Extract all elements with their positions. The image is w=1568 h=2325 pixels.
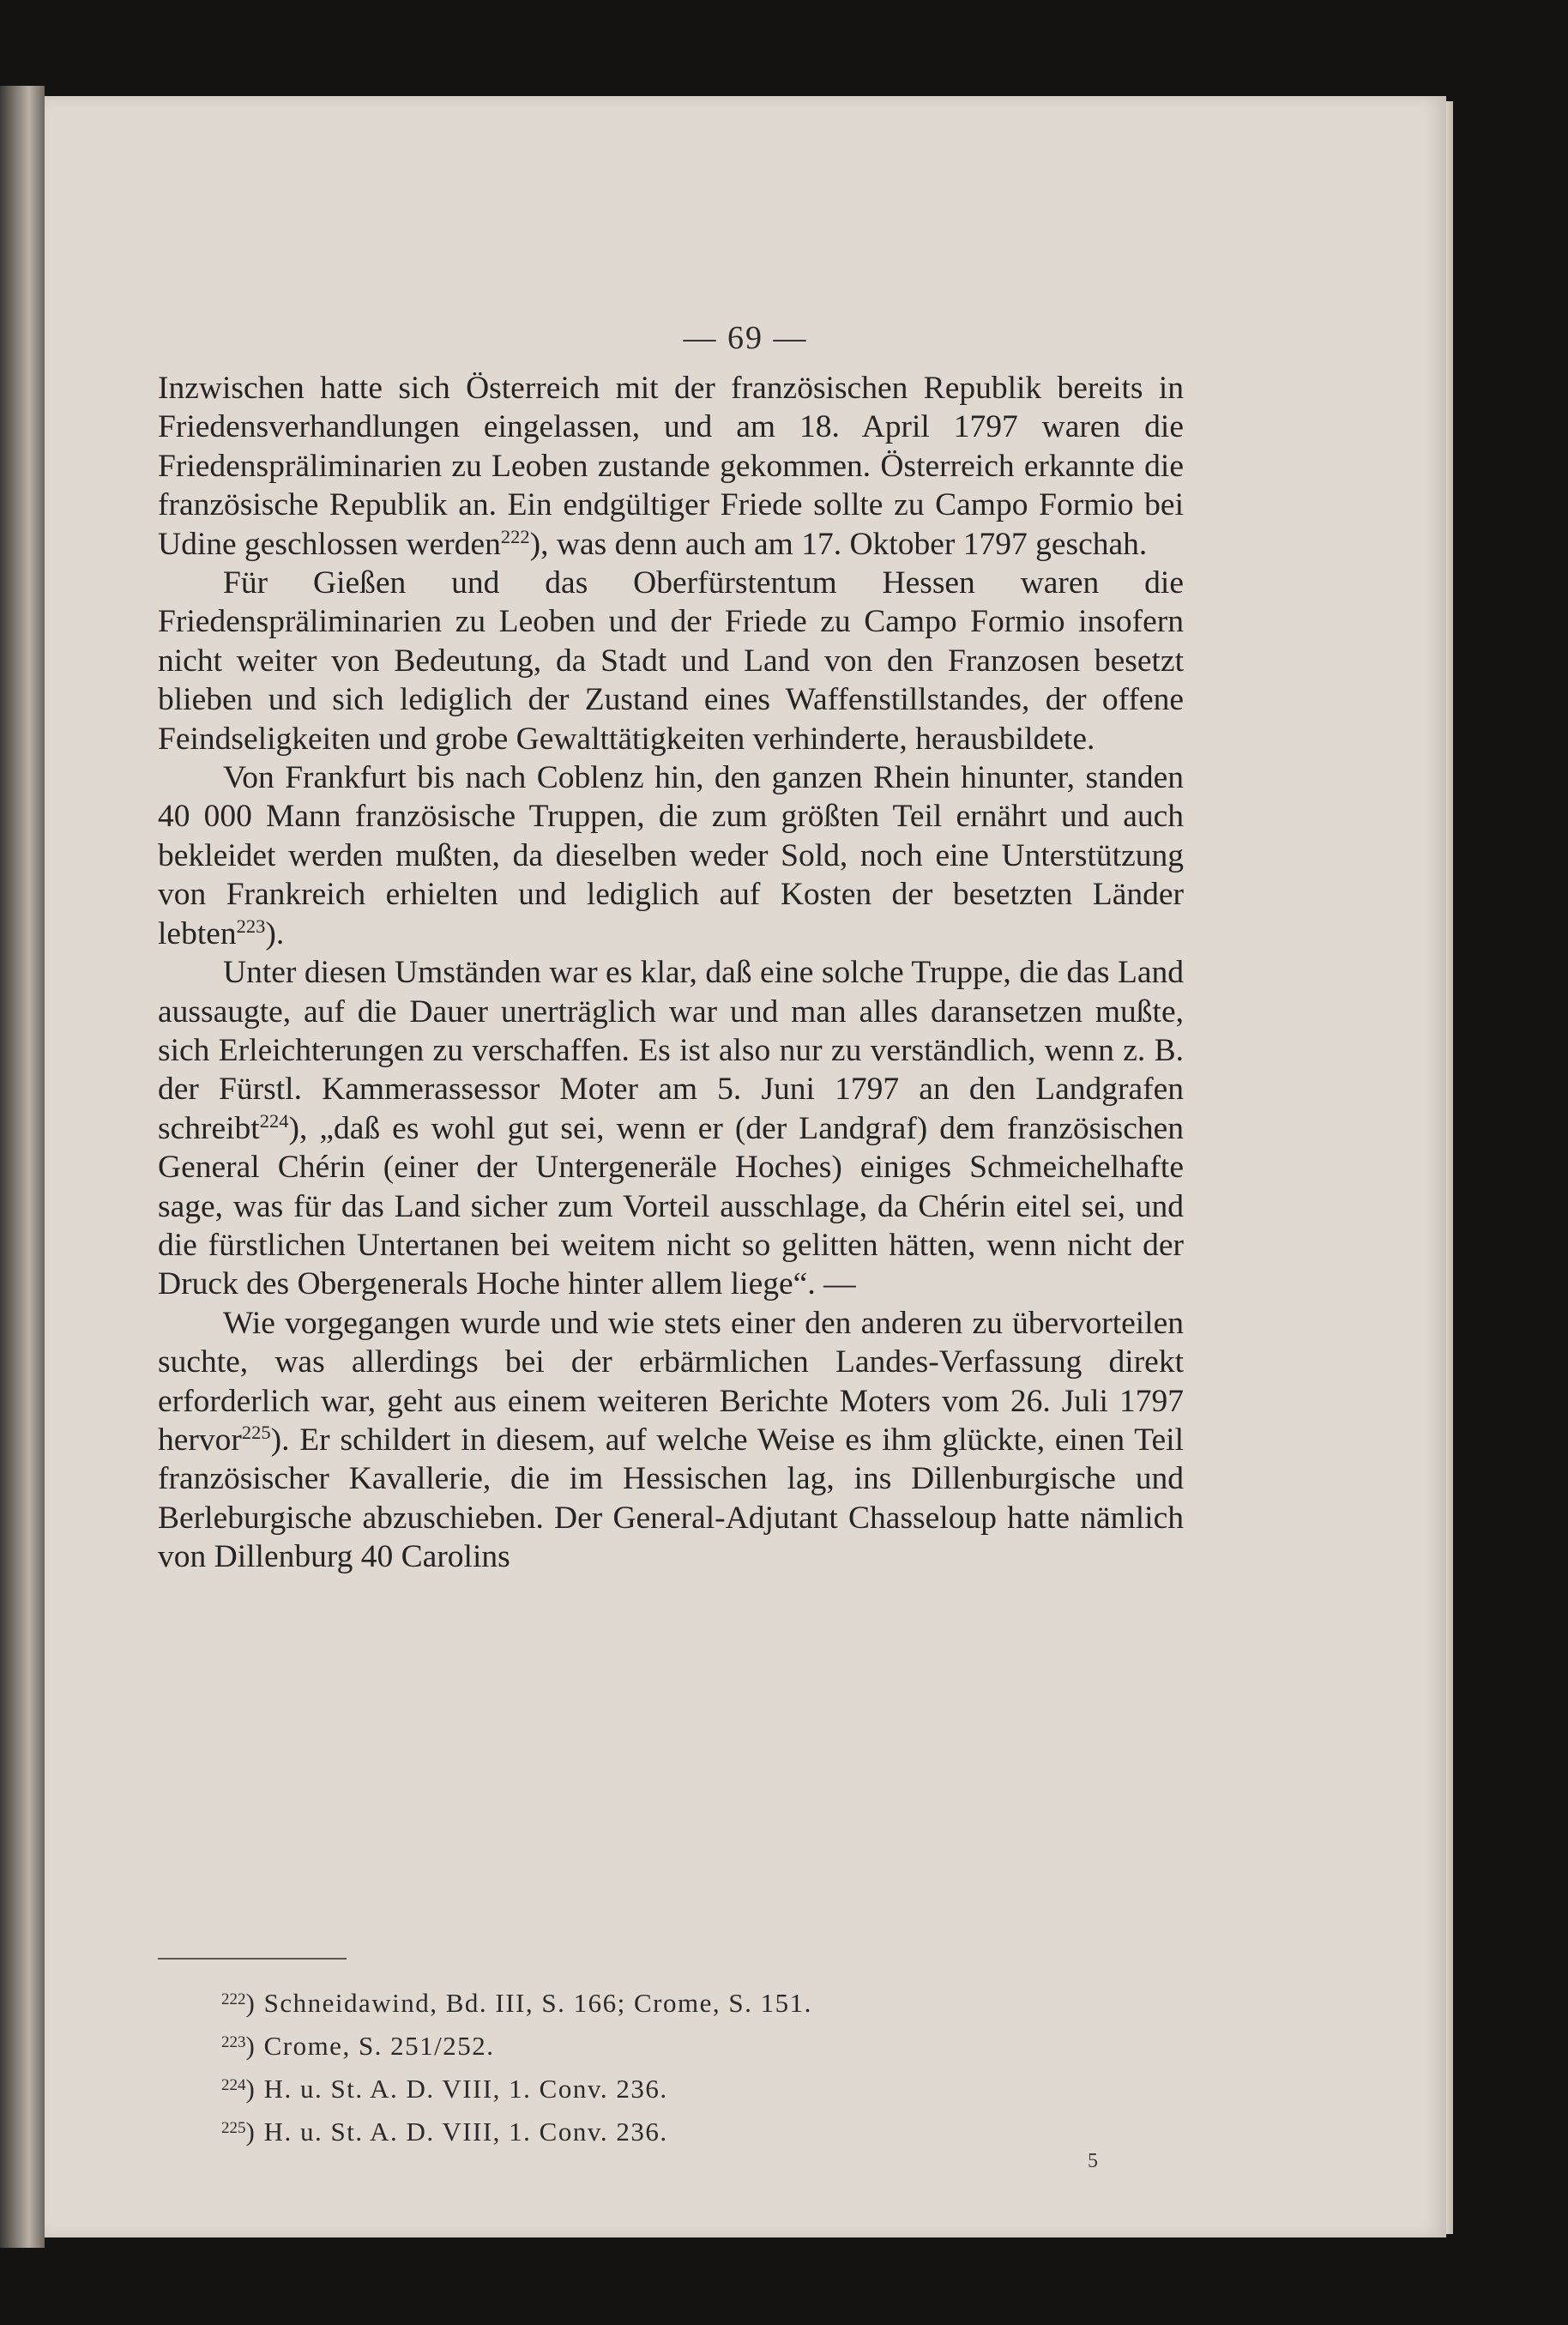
page-number: — 69 — [683, 320, 808, 356]
footnote-ref-225: 225 [241, 1421, 271, 1443]
paragraph-1: Inzwischen hatte sich Österreich mit der französischen Republik bereits in Friedensverhandlungen eingelassen, und am 18. April 1797 waren die Friedenspräliminarien zu Leoben zustande gekommen. Österreich erkannte die französische Republik an. Ein endgültiger Friede sollte zu Campo Formio bei Udine geschlossen werden$^{222}$), was denn auch am 17. Oktober 1797 geschah. [158, 371, 1184, 562]
signature-mark: 5 [1088, 2150, 1098, 2172]
paragraph-2: Für Gießen und das Oberfürstentum Hessen waren die Friedenspräliminarien zu Leoben und der Friede zu Campo Formio insofern nicht weiter von Bedeutung, da Stadt und Land von den Franzosen besetzt blieben und sich lediglich der Zustand eines Waffenstillstandes, der offene Feindseligkeiten und grobe Gewalttätigkeiten verhinderte, herausbildete. [158, 565, 1184, 757]
footnote-ref-223: 223 [236, 915, 266, 937]
paragraph-4: Unter diesen Umständen war es klar, daß eine solche Truppe, die das Land aussaugte, auf die Dauer unerträglich war und man alles daransetzen mußte, sich Erleichterungen zu verschaffen. Es ist also nur zu verständlich, wenn z. B. der Fürstl. Kammerassessor Moter am 5. Juni 1797 an den Landgrafen schreibt$^{224}$), „daß es wohl gut sei, wenn er (der Landgraf) dem französischen General Chérin (einer der Untergeneräle Hoches) einiges Schmeichelhafte sage, was für das Land sicher zum Vorteil ausschlage, da Chérin eitel sei, und die fürstlichen Untertanen bei weitem nicht so gelitten hätten, wenn nicht der Druck des Obergenerals Hoche hinter allem liege“. — [158, 955, 1184, 1302]
footnote-224: $^{224}$) H. u. St. A. D. VIII, 1. Conv. 236. [221, 2074, 668, 2104]
paragraph-5: Wie vorgegangen wurde und wie stets einer den anderen zu übervorteilen suchte, was allerdings bei der erbärmlichen Landes-Verfassung direkt erforderlich war, geht aus einem weiteren Berichte Moters vom 26. Juli 1797 hervor$^{225}$). Er schildert in diesem, auf welche Weise es ihm glückte, einen Teil französischer Kavallerie, die im Hessischen lag, ins Dillenburgische und Berleburgische abzuschieben. Der General-Adjutant Chasseloup hatte nämlich von Dillenburg 40 Carolins [158, 1305, 1184, 1575]
footnote-divider [158, 1958, 347, 1960]
book-page [45, 96, 1446, 2237]
footnote-ref-224: 224 [259, 1109, 289, 1132]
footnote-225: $^{225}$) H. u. St. A. D. VIII, 1. Conv. 236. [221, 2117, 668, 2147]
body-text [158, 369, 1184, 1577]
previous-page-edge [0, 86, 45, 2248]
footnote-ref-222: 222 [500, 525, 530, 547]
footnote-222: $^{222}$) Schneidawind, Bd. III, S. 166; Crome, S. 151. [221, 1988, 812, 2018]
footnote-223: $^{223}$) Crome, S. 251/252. [221, 2031, 495, 2061]
paragraph-3: Von Frankfurt bis nach Coblenz hin, den ganzen Rhein hinunter, standen 40 000 Mann französische Truppen, die zum größten Teil ernährt und auch bekleidet werden mußten, da dieselben weder Sold, noch eine Unterstützung von Frankreich erhielten und lediglich auf Kosten der besetzten Länder lebten$^{223}$). [158, 760, 1184, 951]
footnotes [221, 1980, 1079, 2152]
